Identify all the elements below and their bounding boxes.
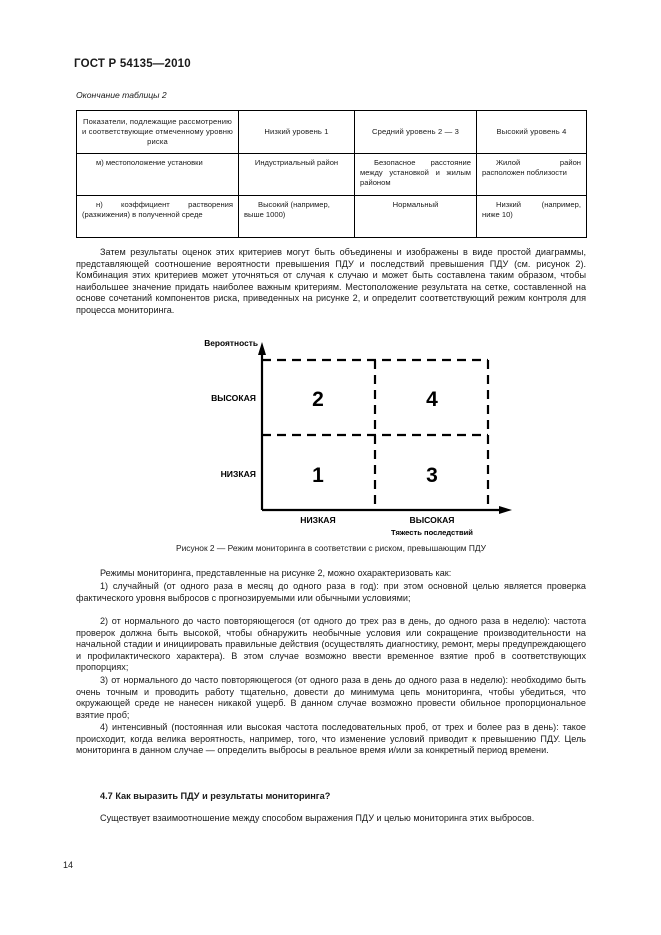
- x-axis-title: Тяжесть последствий: [391, 528, 473, 537]
- y-label-high: ВЫСОКАЯ: [211, 393, 256, 403]
- section-heading: 4.7 Как выразить ПДУ и результаты мониторинга?: [100, 791, 331, 801]
- criteria-table: [76, 110, 587, 238]
- x-axis-arrow-icon: [499, 506, 512, 514]
- table-header-low: Низкий уровень 1: [239, 111, 355, 154]
- table-header-high: Высокий уровень 4: [477, 111, 587, 154]
- quadrant-cell-4: 4: [426, 388, 438, 411]
- table-cell-criterion: м) местоположение установки: [77, 154, 239, 196]
- x-label-low: НИЗКАЯ: [300, 515, 336, 525]
- table-header-criteria: Показатели, подлежащие рассмотрению и соответствующие отмеченному уровню риска: [77, 111, 239, 154]
- table-row: [77, 154, 587, 196]
- x-label-high: ВЫСОКАЯ: [409, 515, 455, 525]
- table-cell-medium: Нормальный: [355, 196, 477, 238]
- table-cell-criterion: н) коэффициент растворения (разжижения) в полученной среде: [77, 196, 239, 238]
- table-caption: Окончание таблицы 2: [76, 90, 167, 100]
- y-axis-arrow-icon: [258, 342, 266, 355]
- table-cell-medium: Безопасное расстояние между установкой и жилым районом: [355, 154, 477, 196]
- page-number: 14: [63, 860, 74, 870]
- table-cell-high: Жилой район расположен поблизости: [477, 154, 587, 196]
- paragraph-modes-intro: Режимы мониторинга, представленные на рисунке 2, можно охарактеризовать как:: [100, 568, 452, 578]
- list-item-4: 4) интенсивный (постоянная или высокая частота последовательных проб, от трех и более раз в день): такое происходит, когда велика вероятность, например, того, что изменение условий приводит к превышению ПДУ. Цель мониторинга в данном случае — определить выбросы в реальное время и/или за конкретный период времени.: [76, 722, 586, 756]
- risk-matrix-figure: [76, 332, 586, 544]
- table-cell-high: Низкий (например, ниже 10): [477, 196, 587, 238]
- paragraph-intro: Затем результаты оценок этих критериев могут быть объединены и изображены в виде простой диаграммы, представляющей соотношение вероятности превышения ПДУ и последствий превышения ПДУ (см. рисунок 2). Комбинация этих критериев может уточняться от случая к случаю и может быть составлена таким образом, чтобы наибольшее значение придать наиболее важным критериям. Местоположение результата на сетке, составленной на основе сочетаний компонентов риска, приведенных на рисунке 2, и определит соответствующий режим контроля для процесса мониторинга.: [76, 247, 586, 315]
- table-cell-low: Высокий (например, выше 1000): [239, 196, 355, 238]
- quadrant-cell-1: 1: [312, 464, 324, 487]
- list-item-1: 1) случайный (от одного раза в месяц до одного раза в год): при этом основной целью является проверка фактического уровня выбросов с прогнозируемыми или обычными условиями;: [76, 581, 586, 603]
- standard-header: ГОСТ Р 54135—2010: [74, 58, 191, 70]
- paragraph-closing: Существует взаимоотношение между способом выражения ПДУ и целью мониторинга этих выбросов.: [100, 813, 535, 823]
- quadrant-cell-3: 3: [426, 464, 438, 487]
- quadrant-cell-2: 2: [312, 388, 324, 411]
- table-row: [77, 196, 587, 238]
- risk-matrix-svg: [76, 332, 586, 544]
- y-axis-title: Вероятность: [204, 338, 258, 348]
- list-item-3: 3) от нормального до часто повторяющегося (от одного раза в день до одного раза в неделю): необходимо быть очень точным и проводить работу тщательно, довести до минимума цепь мониторинга, чтобы убедиться, что окружающей среде не нанесен никакой ущерб. В данном случае возможно провести обильное пропорциональное взятие проб;: [76, 675, 586, 720]
- figure-caption: Рисунок 2 — Режим мониторинга в соответствии с риском, превышающим ПДУ: [176, 543, 486, 553]
- y-label-low: НИЗКАЯ: [220, 469, 256, 479]
- table-header-row: [77, 111, 587, 154]
- list-item-2: 2) от нормального до часто повторяющегося (от одного до трех раз в день, до одного раза в неделю): частота проверок должна быть высокой, чтобы обнаружить необычные условия или сокращение производительности на начальной стадии и инициировать правильные действия (осуществлять диагностику, ремонт, меры предупреждающего и профилактического характера). В этом случае возможно ввести временное взятие проб в соответствующих пропорциях;: [76, 616, 586, 673]
- table-header-medium: Средний уровень 2 — 3: [355, 111, 477, 154]
- table-cell-low: Индустриальный район: [239, 154, 355, 196]
